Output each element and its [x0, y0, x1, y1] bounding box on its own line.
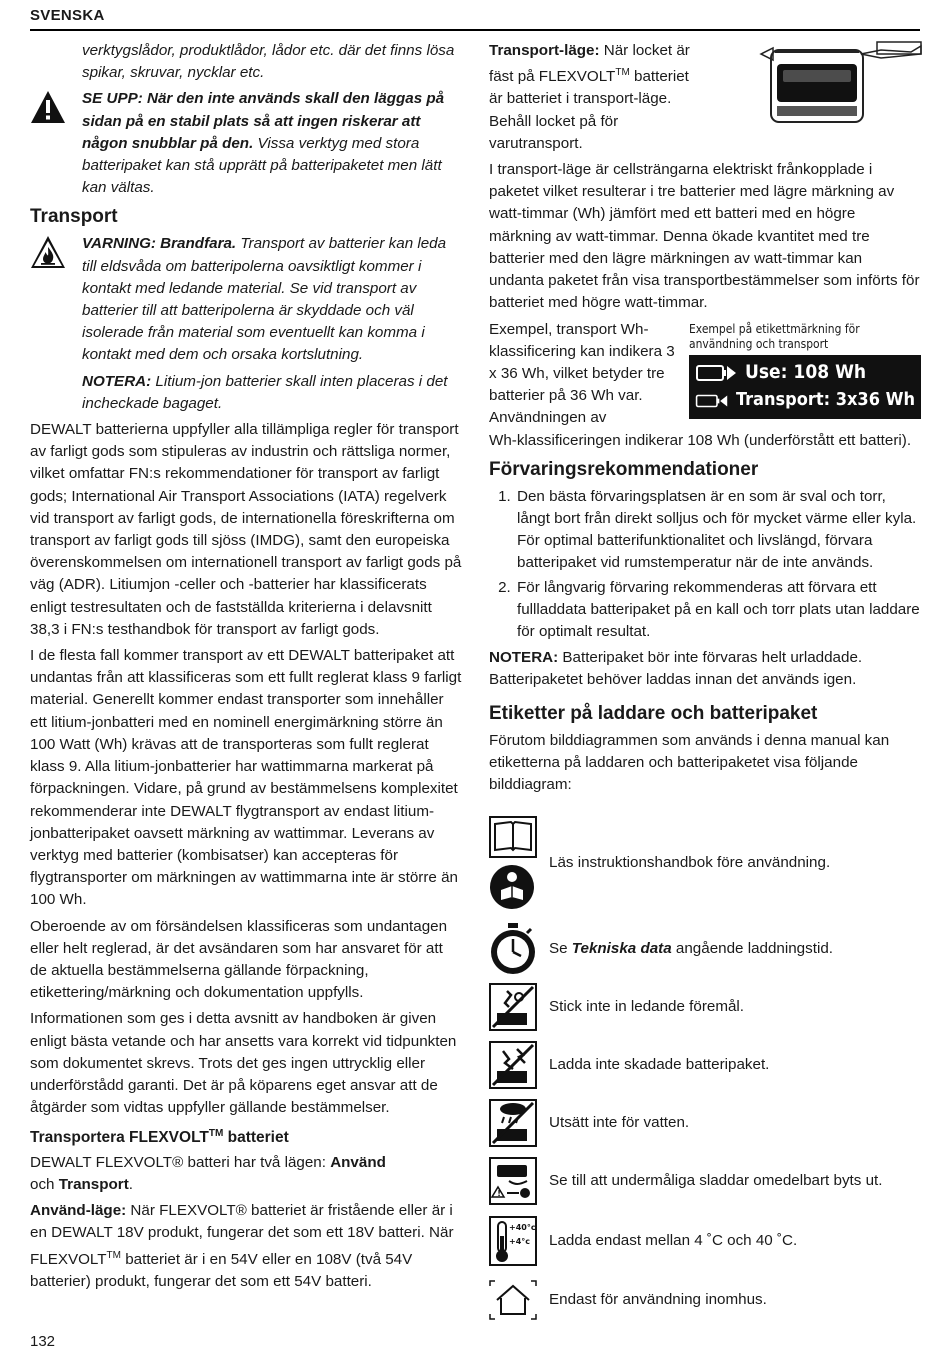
fire-hazard-icon	[30, 235, 66, 269]
header-rule	[30, 29, 920, 31]
label-caption: Exempel på etikettmärkning för användning och transport	[689, 320, 860, 351]
example-text-end: Wh-klassificeringen indikerar 108 Wh (underförstått ett batteri).	[489, 431, 912, 449]
indoor-use-icon	[489, 1280, 537, 1320]
replace-cords-icon	[489, 1157, 537, 1205]
label-transport: Transport: 3x36 Wh	[736, 389, 915, 411]
icon-text: Stick inte in ledande föremål.	[549, 998, 745, 1016]
svg-text:+4°c: +4°c	[509, 1237, 531, 1247]
caution-text: Vissa verktyg med stora batteripaket kan stå upprätt på batteripaketet men lätt kan vältas.	[82, 134, 442, 197]
icon-text: Endast för användning inomhus.	[549, 1291, 767, 1309]
label-use: Use: 108 Wh	[745, 361, 867, 384]
paragraph-exemption: I de flesta fall kommer transport av ett DEWALT batteripaket att undantas från att klassificeras som ett fullt reglerat klass 9 farligt material. Generellt kommer endast transporter som innehåller ett litium-jonbatteri med en nominell energimärkning större än 100 Watt (Wh) krävas att de transporteras som fullt reglerat klass 9. Alla litium-jonbatterier har wattimmarna markerat på förpackningen. Vidare, på grund av bestämmelsens komplexitet rekommenderar inte DEWALT flygtransport av endast litium-jonbatteripaket oavsett märkning av wattimmar. Leverans av verktyg med batterier (kombisatser) kan accepteras för flygtransporter om märkningen av wattimmarna inte är större än 100 Wh.	[30, 647, 462, 909]
paragraph-use-mode: Använd-läge: När FLEXVOLT® batteriet är fristående eller är i en DEWALT 18V produkt, fungerar det som ett 18V batteri. När FLEXVOLT™ batteriet är i en 54V eller en 108V (två 54V batterier) produkt, fungerar det som ett 54V batteri.	[30, 1202, 454, 1290]
left-column	[30, 40, 462, 1297]
transport-heading: Transport	[30, 206, 118, 228]
warning-bold: VARNING: Brandfara.	[82, 235, 237, 253]
storage-list	[489, 486, 921, 643]
note-bold: NOTERA:	[82, 372, 152, 390]
icon-text: Ladda inte skadade batteripaket.	[549, 1056, 770, 1074]
battery-use-icon	[695, 362, 737, 384]
page-number: 132	[30, 1333, 56, 1350]
example-text: Exempel, transport Wh-klassificering kan indikera 3 x 36 Wh, vilket betyder tre batterier på 36 Wh var. Användningen av	[489, 320, 675, 427]
paragraph-disclaimer: Informationen som ges i detta avsnitt av handboken är given enligt bästa vetande och har ansetts vara korrekt vid tidpunkten som dokumentet skrevs. Trots det ges ingen uttrycklig eller underförstådd garanti. Det är på köparens eget ansvar att de åtgärder som vidtas uppfyller gällande bestämmelser.	[30, 1010, 457, 1117]
svg-text:!: !	[497, 1189, 501, 1199]
icon-row-temperature	[489, 1210, 921, 1272]
icon-row-timer	[489, 920, 921, 978]
battery-with-cap-illustration	[731, 40, 931, 128]
labels-intro: Förutom bilddiagrammen som används i denna manual kan etiketterna på laddaren och batteripaketet visa följande bilddiagram:	[489, 731, 890, 793]
fire-warning-block	[30, 233, 462, 415]
right-column: Transport-läge: När locket är fäst på FLEXVOLT™ batteriet är batteriet i transport-läge. Behåll locket på för varutransport. I transport-läge är cellsträngarna elektriskt frånkopplade i paketet vilket resulterar i tre batterier med lägre märkning av watt-timmar (Wh) jämfört med ett batteri med en högre märkning av watt-timmar. Denna ökade kvantitet med tre batterier med den lägre märkningen av watt-timmar kan undanta paketet från visa transportbestämmelser som införts för batteriet med högre watt-timmar. Exempel, transport Wh-klassificering kan indikera 3 x 36 Wh, vilket betyder tre batterier på 36 Wh var. Användningen av Exempel på etikettmärkning för användning och transport Use: 108 Wh Transport: 3x36 Wh Wh-klassificeringen indikerar 108 Wh (underförstått ett batteri). Förvaringsrekommendationer 1. Den bästa förvaringsplatsen är en som är sval och torr, långt bort från direkt solljus och för mycket värme eller kyla. För optimal batterifunktionalitet och livslängd, förvara batteripaket vid rumstemperatur när de inte används. 2. För långvarig förvaring rekommenderas att förvara ett fullladdata batteripaket på en kall och torr plats utan laddare för optimalt resultat. NOTERA: Batteripaket bör inte förvaras helt urladdade. Batteripaketet behöver laddas innan det används igen. Etiketter på laddare och batteripaket Förutom bilddiagrammen som används i denna manual kan etiketterna på laddaren och batteripaketet visa följande bilddiagram: Läs instruktionshandbok före användning. Se Tekniska data angående laddningstid. Stick inte in ledande föremål. Ladda inte skadade batteripaket. Utsätt inte för vatten. ! Se till att undermåliga sladdar omedelbart byts ut. +40°c +4°c Ladda endast mellan 4 ˚C och 40 ˚C. Endast för användning inomhus.	[489, 40, 921, 1328]
warning-triangle-icon	[30, 90, 66, 124]
list-item: 1. Den bästa förvaringsplatsen är en som är sval och torr, långt bort från direkt solljus och för mycket värme eller kyla. För optimal batterifunktionalitet och livslängd, förvara batteripaket vid rumstemperatur när de inte används.	[515, 486, 921, 575]
intro-continuation: verktygslådor, produktlådor, lådor etc. där det finns lösa spikar, skruvar, nycklar etc.	[82, 42, 455, 82]
paragraph-modes: DEWALT FLEXVOLT® batteri har två lägen: Använd och Transport.	[30, 1153, 386, 1193]
storage-heading: Förvaringsrekommendationer	[489, 458, 759, 480]
paragraph-cell-strings: I transport-läge är cellsträngarna elektriskt frånkopplade i paketet vilket resulterar i tre batterier med lägre märkning av watt-timmar (Wh) jämfört med ett batteri med en högre märkning av watt-timmar. Denna ökade kvantitet med tre batterier med den lägre märkningen av watt-timmar kan undanta paketet från visa transportbestämmelser som införts för batteriet med högre watt-timmar.	[489, 161, 920, 312]
icon-row-no-conductive	[489, 978, 921, 1036]
flexvolt-transport-heading: Transportera FLEXVOLT™ batteriet	[30, 1128, 289, 1147]
no-conductive-objects-icon	[489, 983, 537, 1031]
read-manual-icon	[489, 864, 535, 910]
example-block	[489, 319, 921, 430]
icon-row-damaged	[489, 1036, 921, 1094]
icon-row-manual	[489, 808, 921, 918]
caution-bold: SE UPP: När den inte används skall den läggas på sidan på en stabil plats så att ingen riskerar att någon snubblar på den.	[82, 90, 445, 152]
list-item: 2. För långvarig förvaring rekommenderas att förvara ett fullladdata batteripaket på en kall och torr plats utan laddare för optimalt resultat.	[515, 577, 921, 644]
icon-text: Se Tekniska data angående laddningstid.	[549, 940, 833, 958]
icon-row-indoor	[489, 1272, 921, 1328]
section-header: SVENSKA	[30, 7, 105, 24]
paragraph-shipper-responsibility: Oberoende av om försändelsen klassificeras som undantagen eller helt reglerad, är det avsändaren som har ansvaret för att de aktuella bestämmelserna gällande förpackning, etikettering/märkning och dokumentation uppfylls.	[30, 917, 448, 1002]
label-box	[689, 355, 921, 419]
no-damaged-pack-icon	[489, 1041, 537, 1089]
transport-mode-bold: Transport-läge:	[489, 42, 600, 59]
manual-book-icon	[489, 816, 537, 858]
label-example	[689, 319, 921, 430]
icon-text: Ladda endast mellan 4 ˚C och 40 ˚C.	[549, 1232, 798, 1250]
svg-text:+40°c: +40°c	[509, 1223, 536, 1233]
icon-row-cords	[489, 1152, 921, 1210]
battery-transport-icon	[695, 390, 728, 412]
no-water-icon	[489, 1099, 537, 1147]
icon-text: Läs instruktionshandbok före användning.	[549, 854, 831, 872]
icon-text: Se till att undermåliga sladdar omedelbart byts ut.	[549, 1172, 883, 1190]
note-text: Litium-jon batterier skall inten placeras i det incheckade bagaget.	[82, 372, 448, 412]
temperature-range-icon	[489, 1216, 537, 1266]
labels-heading: Etiketter på laddare och batteripaket	[489, 702, 818, 724]
caution-block	[30, 88, 462, 199]
timer-icon	[489, 923, 537, 975]
storage-note: NOTERA: Batteripaket bör inte förvaras helt urladdade. Batteripaketet behöver laddas innan det används igen.	[489, 649, 863, 689]
warning-text: Transport av batterier kan leda till eldsvåda om batteripolerna oavsiktligt kommer i kontakt med ledande material. Se vid transport av batterier till att batteripolerna är skyddade och väl isolerade från material som eventuellt kan komma i kontakt med dem och orsaka kortslutning.	[82, 235, 447, 364]
icon-list	[489, 808, 921, 1328]
icon-text: Utsätt inte för vatten.	[549, 1114, 690, 1132]
icon-row-water	[489, 1094, 921, 1152]
paragraph-compliance: DEWALT batterierna uppfyller alla tillämpliga regler för transport av farligt gods som stipuleras av industrin och rättsliga normer, vilket omfattar FN:s rekommendationer för transport av farligt gods; International Air Transport Associations (IATA) regelverk vid transport av farligt gods, de internationella föreskrifterna om transport av farligt gods till sjöss (IMDG), samt den europeiska överenskommelsen om internationell transport av farligt gods på väg (ADR). Litiumjon -celler och -batterier har klassificerats enligt testresultaten och de fastställda kriterierna i delavsnitt 38,3 i FN:s testhandbok för transport av farligt gods.	[30, 421, 462, 638]
